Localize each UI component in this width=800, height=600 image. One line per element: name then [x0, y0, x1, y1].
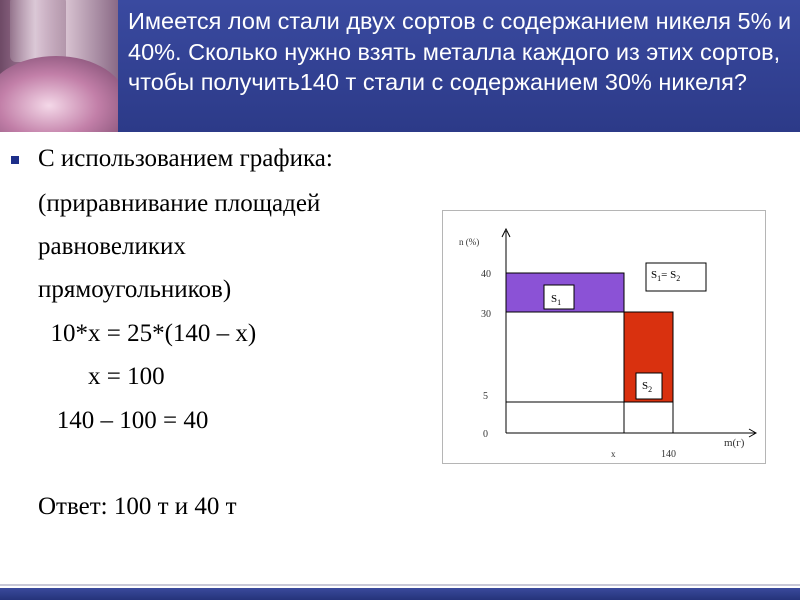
- y-tick-label: 40: [481, 269, 491, 280]
- y-tick-label: 30: [481, 309, 491, 320]
- y-tick-label: 0: [483, 429, 488, 440]
- title-banner: [0, 0, 800, 132]
- y-axis-label: n (%): [459, 237, 480, 247]
- y-tick-label: 5: [483, 391, 488, 402]
- area-chart: [442, 210, 766, 464]
- flask-neck: [10, 0, 66, 62]
- legend-text: $S_1= S_2$: [651, 269, 681, 283]
- content-line: С использованием графика:: [38, 145, 333, 172]
- footer-bar: [0, 588, 800, 600]
- x-tick-label: 140: [661, 449, 676, 460]
- s1-label: $S_1$: [551, 293, 562, 307]
- footer-divider: [0, 584, 800, 586]
- content-line: (приравнивание площадей: [38, 190, 321, 217]
- content-line: равновеликих: [38, 233, 186, 260]
- solution-line: x = 100: [38, 363, 165, 390]
- x-tick-label: x: [611, 449, 616, 459]
- base-region-right: [624, 402, 673, 433]
- calculation-line: 140 – 100 = 40: [38, 407, 209, 434]
- problem-statement: Имеется лом стали двух сортов с содержанием никеля 5% и 40%. Сколько нужно взять металла каждого из этих сортов, чтобы получить140 т стали с содержанием 30% никеля?: [128, 8, 792, 95]
- bullet-square-icon: [11, 156, 19, 164]
- content-line: прямоугольников): [38, 276, 232, 303]
- equation-line: 10*x = 25*(140 – x): [38, 320, 257, 347]
- x-axis-label: m(г): [724, 437, 745, 449]
- flask-image: [0, 0, 118, 132]
- chart-svg: [443, 211, 765, 463]
- mixture-region: [506, 312, 624, 402]
- flask-body: [0, 56, 118, 132]
- answer-line: Ответ: 100 т и 40 т: [38, 493, 237, 520]
- s2-label: $S_2$: [642, 380, 653, 394]
